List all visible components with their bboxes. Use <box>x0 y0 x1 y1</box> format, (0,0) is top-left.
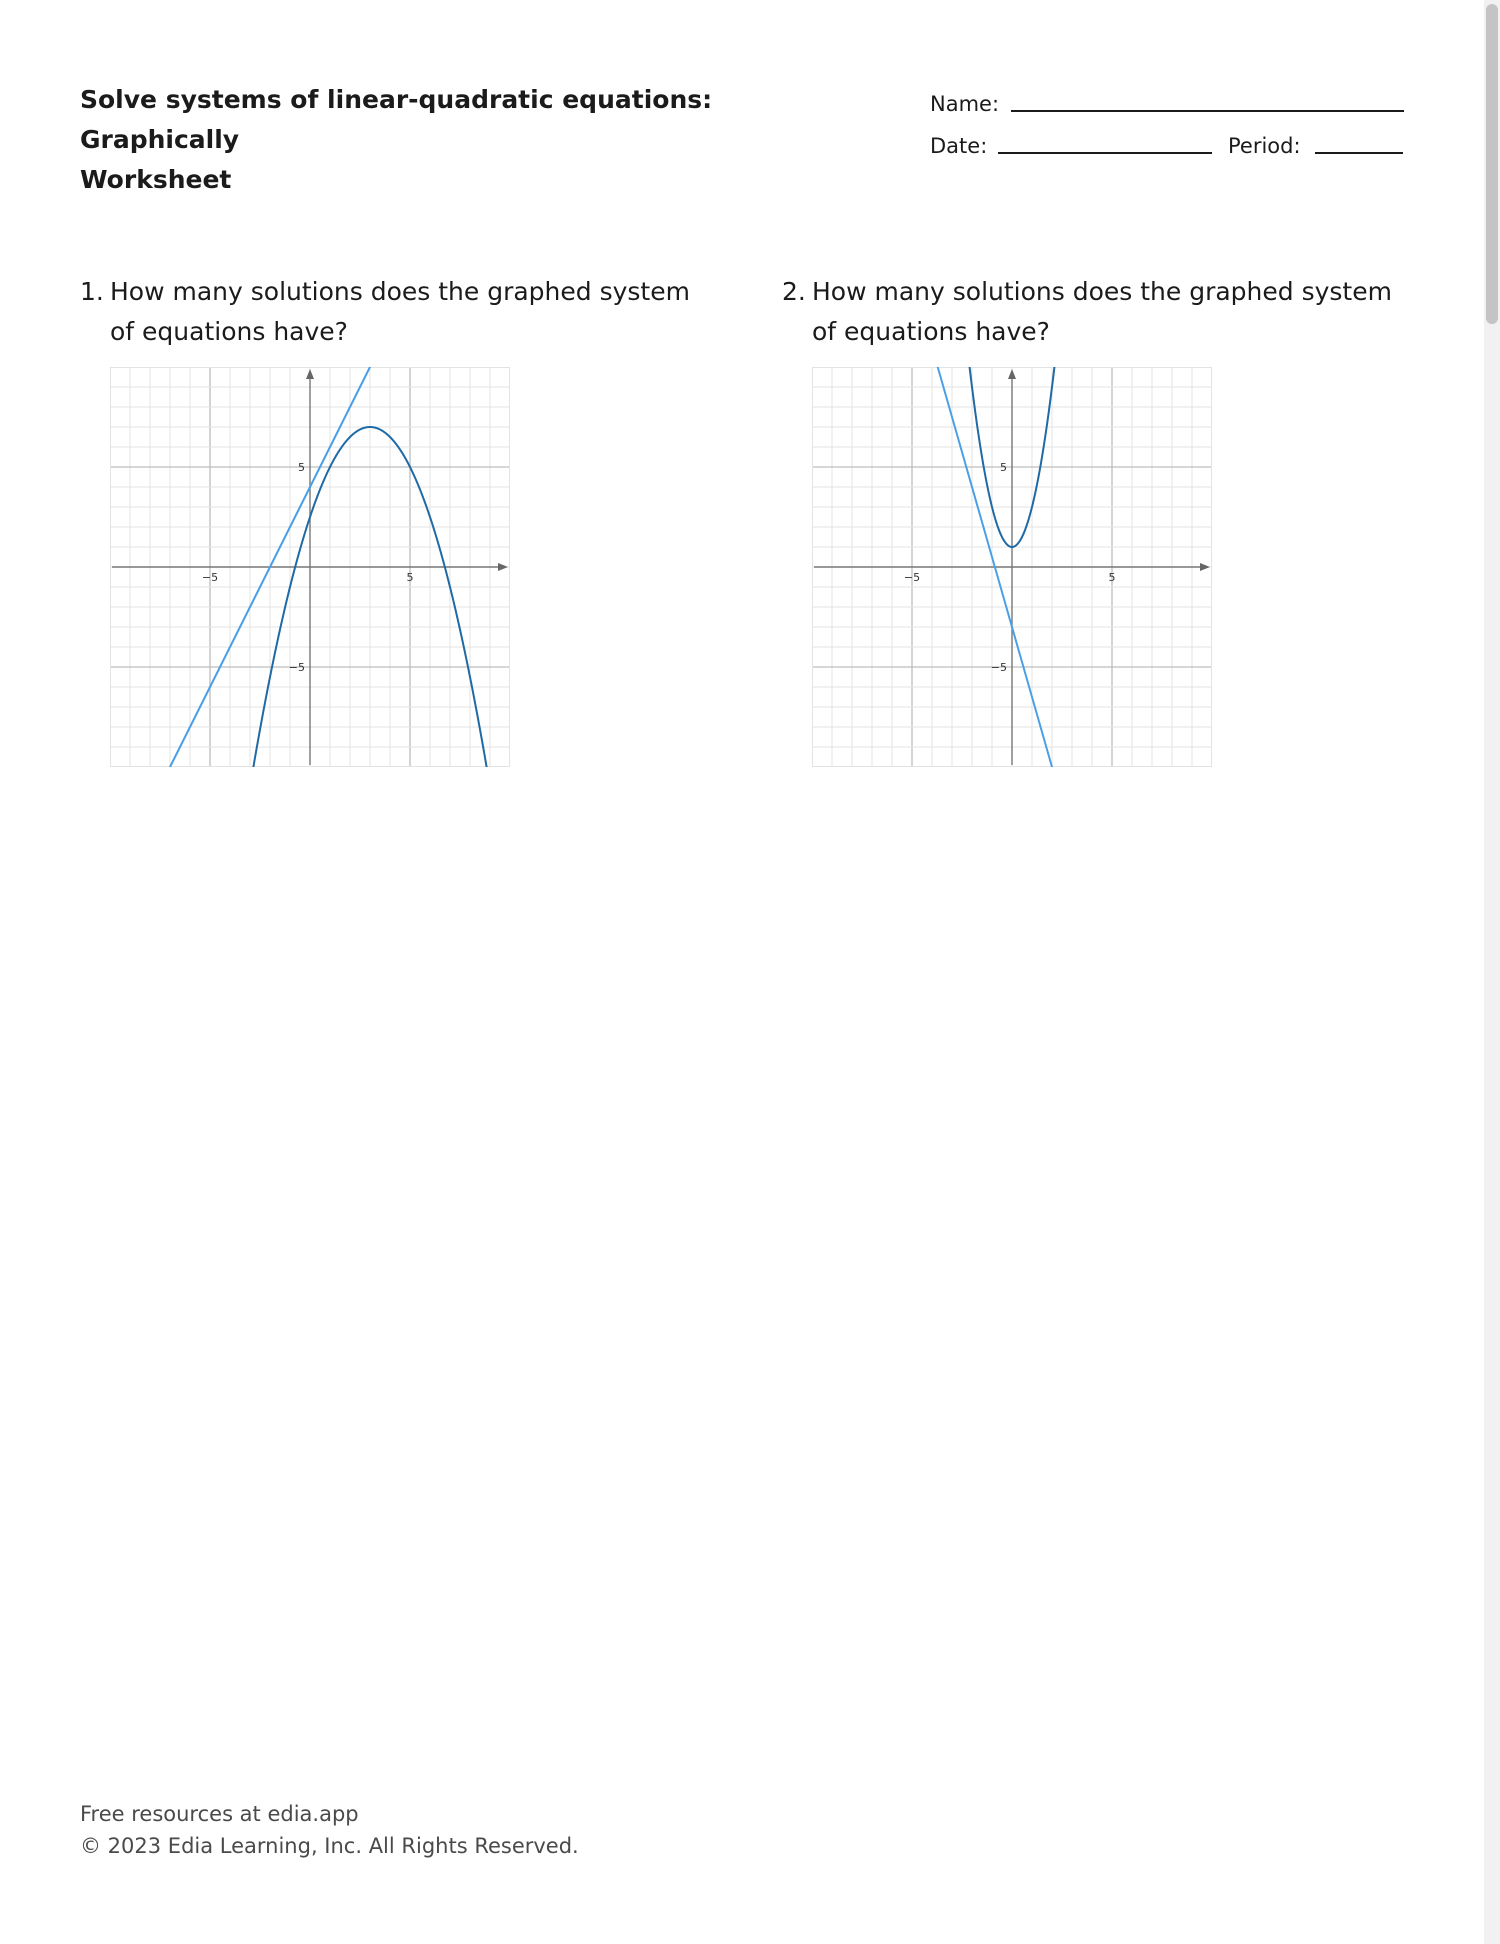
y-tick-label: 5 <box>1000 461 1007 474</box>
graph-1-svg <box>110 367 510 767</box>
scrollbar-thumb[interactable] <box>1486 4 1498 324</box>
scrollbar[interactable] <box>1484 0 1500 1944</box>
x-axis-arrow <box>498 563 508 571</box>
x-tick-label: −5 <box>201 571 219 584</box>
x-tick-label: 5 <box>1108 571 1116 584</box>
footer <box>80 1798 579 1862</box>
graph-2 <box>812 367 1212 767</box>
name-label: Name: <box>930 92 1000 116</box>
worksheet-title <box>80 80 820 200</box>
footer-copyright: © 2023 Edia Learning, Inc. All Rights Reserved. <box>80 1834 579 1858</box>
y-tick-label: 5 <box>298 461 305 474</box>
y-tick-label: −5 <box>990 661 1007 674</box>
question-number: 1. <box>80 277 104 306</box>
title-line-2: Worksheet <box>80 165 232 194</box>
y-axis-arrow <box>1008 369 1016 379</box>
date-line[interactable] <box>998 152 1212 154</box>
period-line[interactable] <box>1315 152 1403 154</box>
question-text: How many solutions does the graphed system of equations have? <box>110 277 690 346</box>
question-2 <box>782 272 1407 352</box>
period-label: Period: <box>1228 134 1301 158</box>
question-number: 2. <box>782 277 806 306</box>
graph-2-svg <box>812 367 1212 767</box>
x-tick-label: 5 <box>406 571 414 584</box>
x-tick-label: −5 <box>903 571 921 584</box>
question-1 <box>80 272 705 352</box>
y-axis-arrow <box>306 369 314 379</box>
footer-resources: Free resources at edia.app <box>80 1802 359 1826</box>
y-tick-label: −5 <box>288 661 305 674</box>
graph-1 <box>110 367 510 767</box>
x-axis-arrow <box>1200 563 1210 571</box>
title-line-1: Solve systems of linear-quadratic equations: Graphically <box>80 85 713 154</box>
date-label: Date: <box>930 134 988 158</box>
name-line[interactable] <box>1011 110 1404 112</box>
question-text: How many solutions does the graphed system of equations have? <box>812 277 1392 346</box>
